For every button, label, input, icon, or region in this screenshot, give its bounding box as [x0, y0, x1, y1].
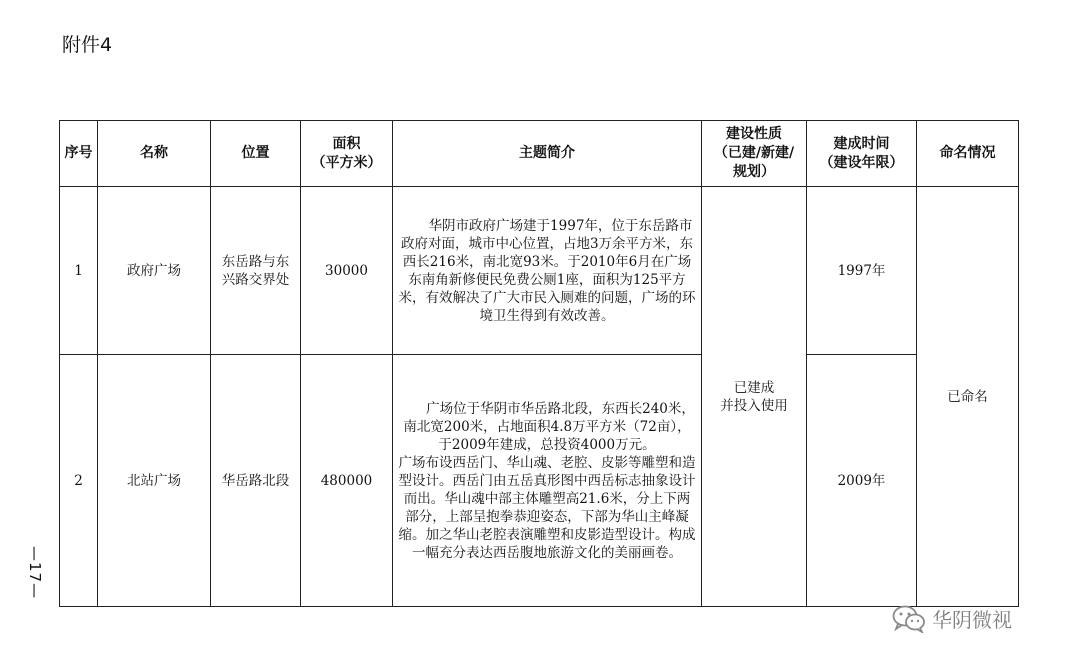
nature-line1: 已建成: [733, 379, 775, 396]
description-paragraph: 华阴市政府广场建于1997年，位于东岳路市政府对面，城市中心位置，占地3万余平方米，东西长216米，南北宽93米。于2010年6月在广场东南角新修便民免费公厕1座，面积为125平方米，有效解决了广大市民入厕难的问题，广场的环境卫生得到有效改善。: [398, 217, 696, 324]
header-time-line1: 建成时间: [833, 135, 890, 152]
shared-construction-nature: [702, 187, 807, 607]
description-paragraph: 广场位于华阴市华岳路北段，东西长240米，南北宽200米，占地面积4.8万平方米（72亩），于2009年建成，总投资4000万元。: [403, 400, 695, 453]
header-nature: [702, 121, 807, 187]
watermark-text: 华阴微视: [932, 608, 1012, 632]
row-area: 30000: [301, 187, 393, 355]
header-area: [301, 121, 393, 187]
header-nature-line2: （已建/新建/: [713, 145, 795, 161]
watermark: [892, 604, 1012, 633]
square-info-table: [59, 120, 1019, 607]
row-name: 北站广场: [98, 355, 211, 607]
header-area-line2: （平方米）: [311, 154, 382, 171]
header-time-line2: （建设年限）: [819, 154, 904, 171]
header-time: [807, 121, 917, 187]
table-row: [60, 355, 1019, 607]
row-completion-year: 2009年: [807, 355, 917, 607]
table-row: [60, 187, 1019, 355]
header-area-line1: 面积: [332, 135, 361, 152]
page-number: —17—: [26, 546, 44, 600]
header-index: 序号: [60, 121, 98, 187]
wechat-icon: [892, 605, 926, 633]
row-description: [393, 355, 702, 607]
row-index: 2: [60, 355, 98, 607]
attachment-label: 附件4: [62, 34, 113, 56]
header-theme: 主题简介: [393, 121, 702, 187]
header-nature-line3: 规划）: [733, 164, 775, 180]
row-area: 480000: [301, 355, 393, 607]
row-index: 1: [60, 187, 98, 355]
shared-naming-status: 已命名: [917, 187, 1019, 607]
row-description: [393, 187, 702, 355]
row-name: 政府广场: [98, 187, 211, 355]
row-location: 东岳路与东兴路交界处: [211, 187, 301, 355]
row-location: 华岳路北段: [211, 355, 301, 607]
header-name: 名称: [98, 121, 211, 187]
table-header-row: [60, 121, 1019, 187]
description-paragraph: 广场布设西岳门、华山魂、老腔、皮影等雕塑和造型设计。西岳门由五岳真形图中西岳标志抽象设计而出。华山魂中部主体雕塑高21.6米，分上下两部分，上部呈抱拳恭迎姿态，下部为华山主峰凝缩。加之华山老腔表演雕塑和皮影造型设计。构成一幅充分表达西岳腹地旅游文化的美丽画卷。: [398, 454, 696, 561]
header-location: 位置: [211, 121, 301, 187]
header-nature-line1: 建设性质: [726, 126, 782, 142]
nature-line2: 并投入使用: [720, 397, 788, 414]
row-completion-year: 1997年: [807, 187, 917, 355]
header-naming: 命名情况: [917, 121, 1019, 187]
